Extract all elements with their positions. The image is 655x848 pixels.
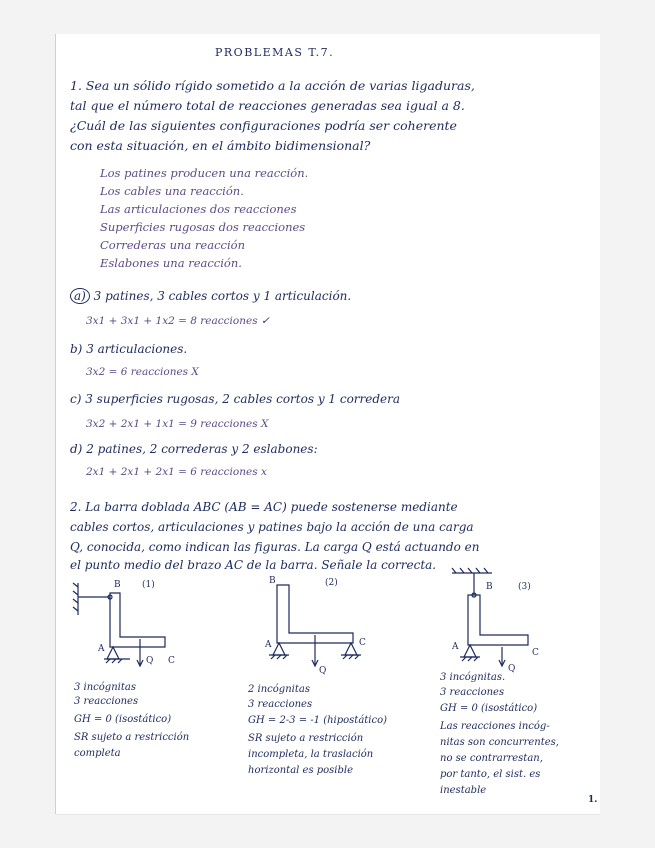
option-a-calc: 3x1 + 3x1 + 1x2 = 8 reacciones [86,315,258,327]
bent-bar [277,585,353,643]
option-c-calc-row [86,418,268,430]
figure-number: (1) [142,580,155,590]
cross-icon: x [260,466,267,478]
q1-note: Los cables una reacción. [100,184,244,198]
q1-note: Superficies rugosas dos reacciones [100,220,306,234]
option-d-label: d) [70,442,83,456]
option-b-text: 3 articulaciones. [86,342,188,356]
option-c-calc: 3x2 + 2x1 + 1x1 = 9 reacciones [86,418,258,430]
page-title: PROBLEMAS T.7. [215,46,335,59]
label-c: C [359,638,366,648]
fig2-note: horizontal es posible [248,765,354,776]
fig3-note: 3 reacciones [440,687,505,698]
option-a-calc-row [86,315,270,327]
fig2-note: GH = 2-3 = -1 (hipostático) [248,715,388,726]
cross-icon: X [191,366,199,378]
q1-note: Eslabones una reacción. [100,256,242,270]
option-b [70,342,187,356]
figure-number: (2) [325,578,338,588]
fig3-note: no se contrarrestan, [440,753,543,764]
option-d-text: 2 patines, 2 correderas y 2 eslabones: [86,442,318,456]
q1-line: con esta situación, en el ámbito bidimensional? [70,138,371,153]
label-q: Q [319,666,327,675]
fig2-note: 3 reacciones [248,699,313,710]
fig1-note: 3 reacciones [74,696,139,707]
figure-2 [255,575,385,675]
option-d-calc: 2x1 + 2x1 + 2x1 = 6 reacciones [86,466,258,478]
option-a [70,288,351,304]
pin-support [107,647,119,659]
label-b: B [486,582,493,592]
fig1-note: 3 incógnitas [74,682,136,693]
fig2-note: SR sujeto a restricción [248,733,364,744]
option-d-calc-row [86,466,267,478]
fig1-note: GH = 0 (isostático) [74,714,172,725]
label-q: Q [146,656,154,666]
q1-note: Los patines producen una reacción. [100,166,309,180]
label-a: A [452,642,459,652]
q2-line: Q, conocida, como indican las figuras. La carga Q está actuando en [70,540,480,554]
q2-line: 2. La barra doblada ABC (AB = AC) puede sostenerse mediante [70,500,458,514]
fig1-note: completa [74,748,121,759]
fig3-note: por tanto, el sist. es [440,769,541,780]
label-q: Q [508,664,516,674]
option-d [70,442,318,456]
bent-bar [468,595,528,645]
option-b-calc: 3x2 = 6 reacciones [86,366,189,378]
q1-note: Correderas una reacción [100,238,245,252]
option-b-label: b) [70,342,83,356]
q1-note: Las articulaciones dos reacciones [100,202,297,216]
option-c-text: 3 superficies rugosas, 2 cables cortos y 1 corredera [85,392,401,406]
figure-3 [440,565,570,675]
option-c-label: c) [70,392,82,406]
fig2-note: incompleta, la traslación [248,749,374,760]
q1-line: 1. Sea un sólido rígido sometido a la acción de varias ligaduras, [70,78,475,93]
label-c: C [532,648,539,658]
label-b: B [269,576,276,586]
figure-number: (3) [518,582,531,592]
label-b: B [114,580,121,590]
check-icon: ✓ [260,315,270,327]
fig3-note: inestable [440,785,487,796]
figure-1 [70,575,200,675]
option-c [70,392,400,406]
fig2-note: 2 incógnitas [248,684,310,695]
pin-support [273,643,285,655]
pin-support [464,645,476,657]
fig3-note: nitas son concurrentes, [440,737,559,748]
pin-support [345,643,357,655]
fig1-note: SR sujeto a restricción [74,732,190,743]
option-a-text: 3 patines, 3 cables cortos y 1 articulación. [93,289,352,303]
option-a-label: a) [70,288,90,304]
q2-line: el punto medio del brazo AC de la barra. Señale la correcta. [70,558,437,572]
label-a: A [265,640,272,650]
q1-line: ¿Cuál de las siguientes configuraciones podría ser coherente [70,118,457,133]
cross-icon: X [260,418,269,430]
label-c: C [168,656,175,666]
page-number: 1. [588,795,598,805]
bent-bar [110,593,165,647]
fig3-note: GH = 0 (isostático) [440,703,538,714]
q2-line: cables cortos, articulaciones y patines bajo la acción de una carga [70,520,474,534]
fig3-note: Las reacciones incóg- [440,721,550,732]
fig3-note: 3 incógnitas. [440,672,506,683]
label-a: A [98,644,105,654]
option-b-calc-row [86,366,199,378]
q1-line: tal que el número total de reacciones generadas sea igual a 8. [70,98,465,113]
